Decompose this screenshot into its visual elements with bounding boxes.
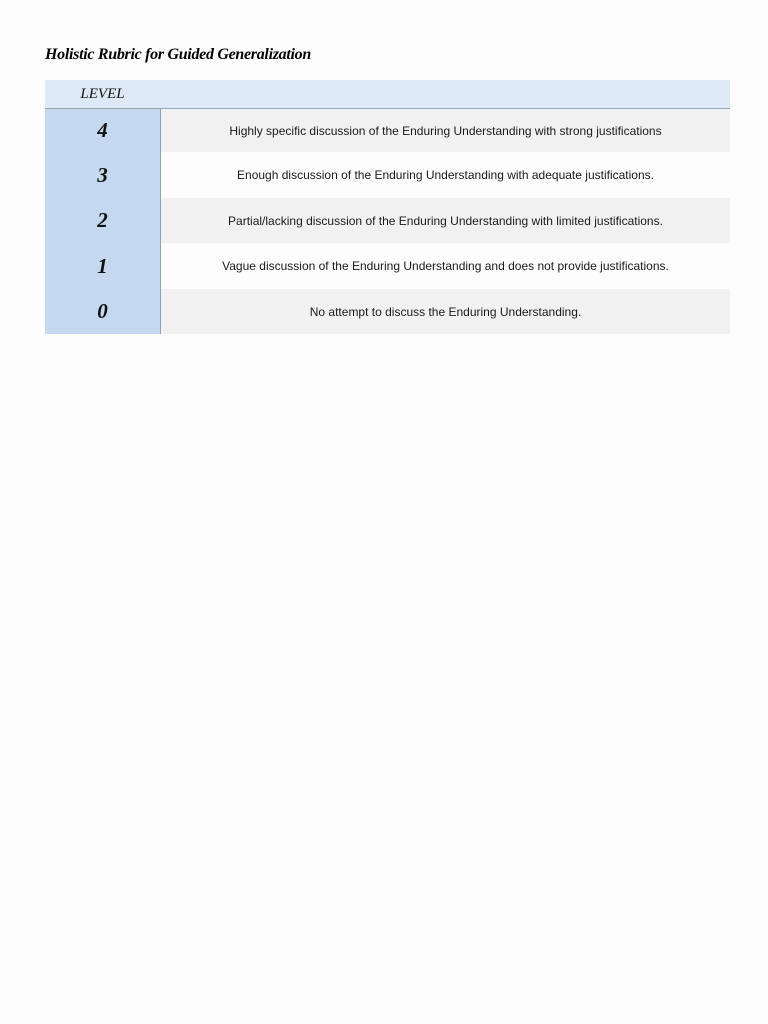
description-cell: No attempt to discuss the Enduring Understanding. xyxy=(161,289,730,334)
description-cell: Highly specific discussion of the Enduring Understanding with strong justifications xyxy=(161,109,730,152)
level-column-header: LEVEL xyxy=(80,85,125,102)
rubric-table xyxy=(45,80,730,334)
table-row xyxy=(45,198,730,243)
description-cell: Enough discussion of the Enduring Understanding with adequate justifications. xyxy=(161,152,730,198)
table-header-row xyxy=(45,80,730,109)
document-title: Holistic Rubric for Guided Generalization xyxy=(45,46,311,63)
table-row xyxy=(45,109,730,152)
description-cell: Partial/lacking discussion of the Enduring Understanding with limited justifications. xyxy=(161,198,730,243)
description-cell: Vague discussion of the Enduring Understanding and does not provide justifications. xyxy=(161,243,730,289)
level-cell: 4 xyxy=(45,109,161,152)
level-cell: 1 xyxy=(45,243,161,289)
table-row xyxy=(45,289,730,334)
table-row xyxy=(45,152,730,198)
level-cell: 0 xyxy=(45,289,161,334)
level-cell: 3 xyxy=(45,152,161,198)
level-cell: 2 xyxy=(45,198,161,243)
table-row xyxy=(45,243,730,289)
